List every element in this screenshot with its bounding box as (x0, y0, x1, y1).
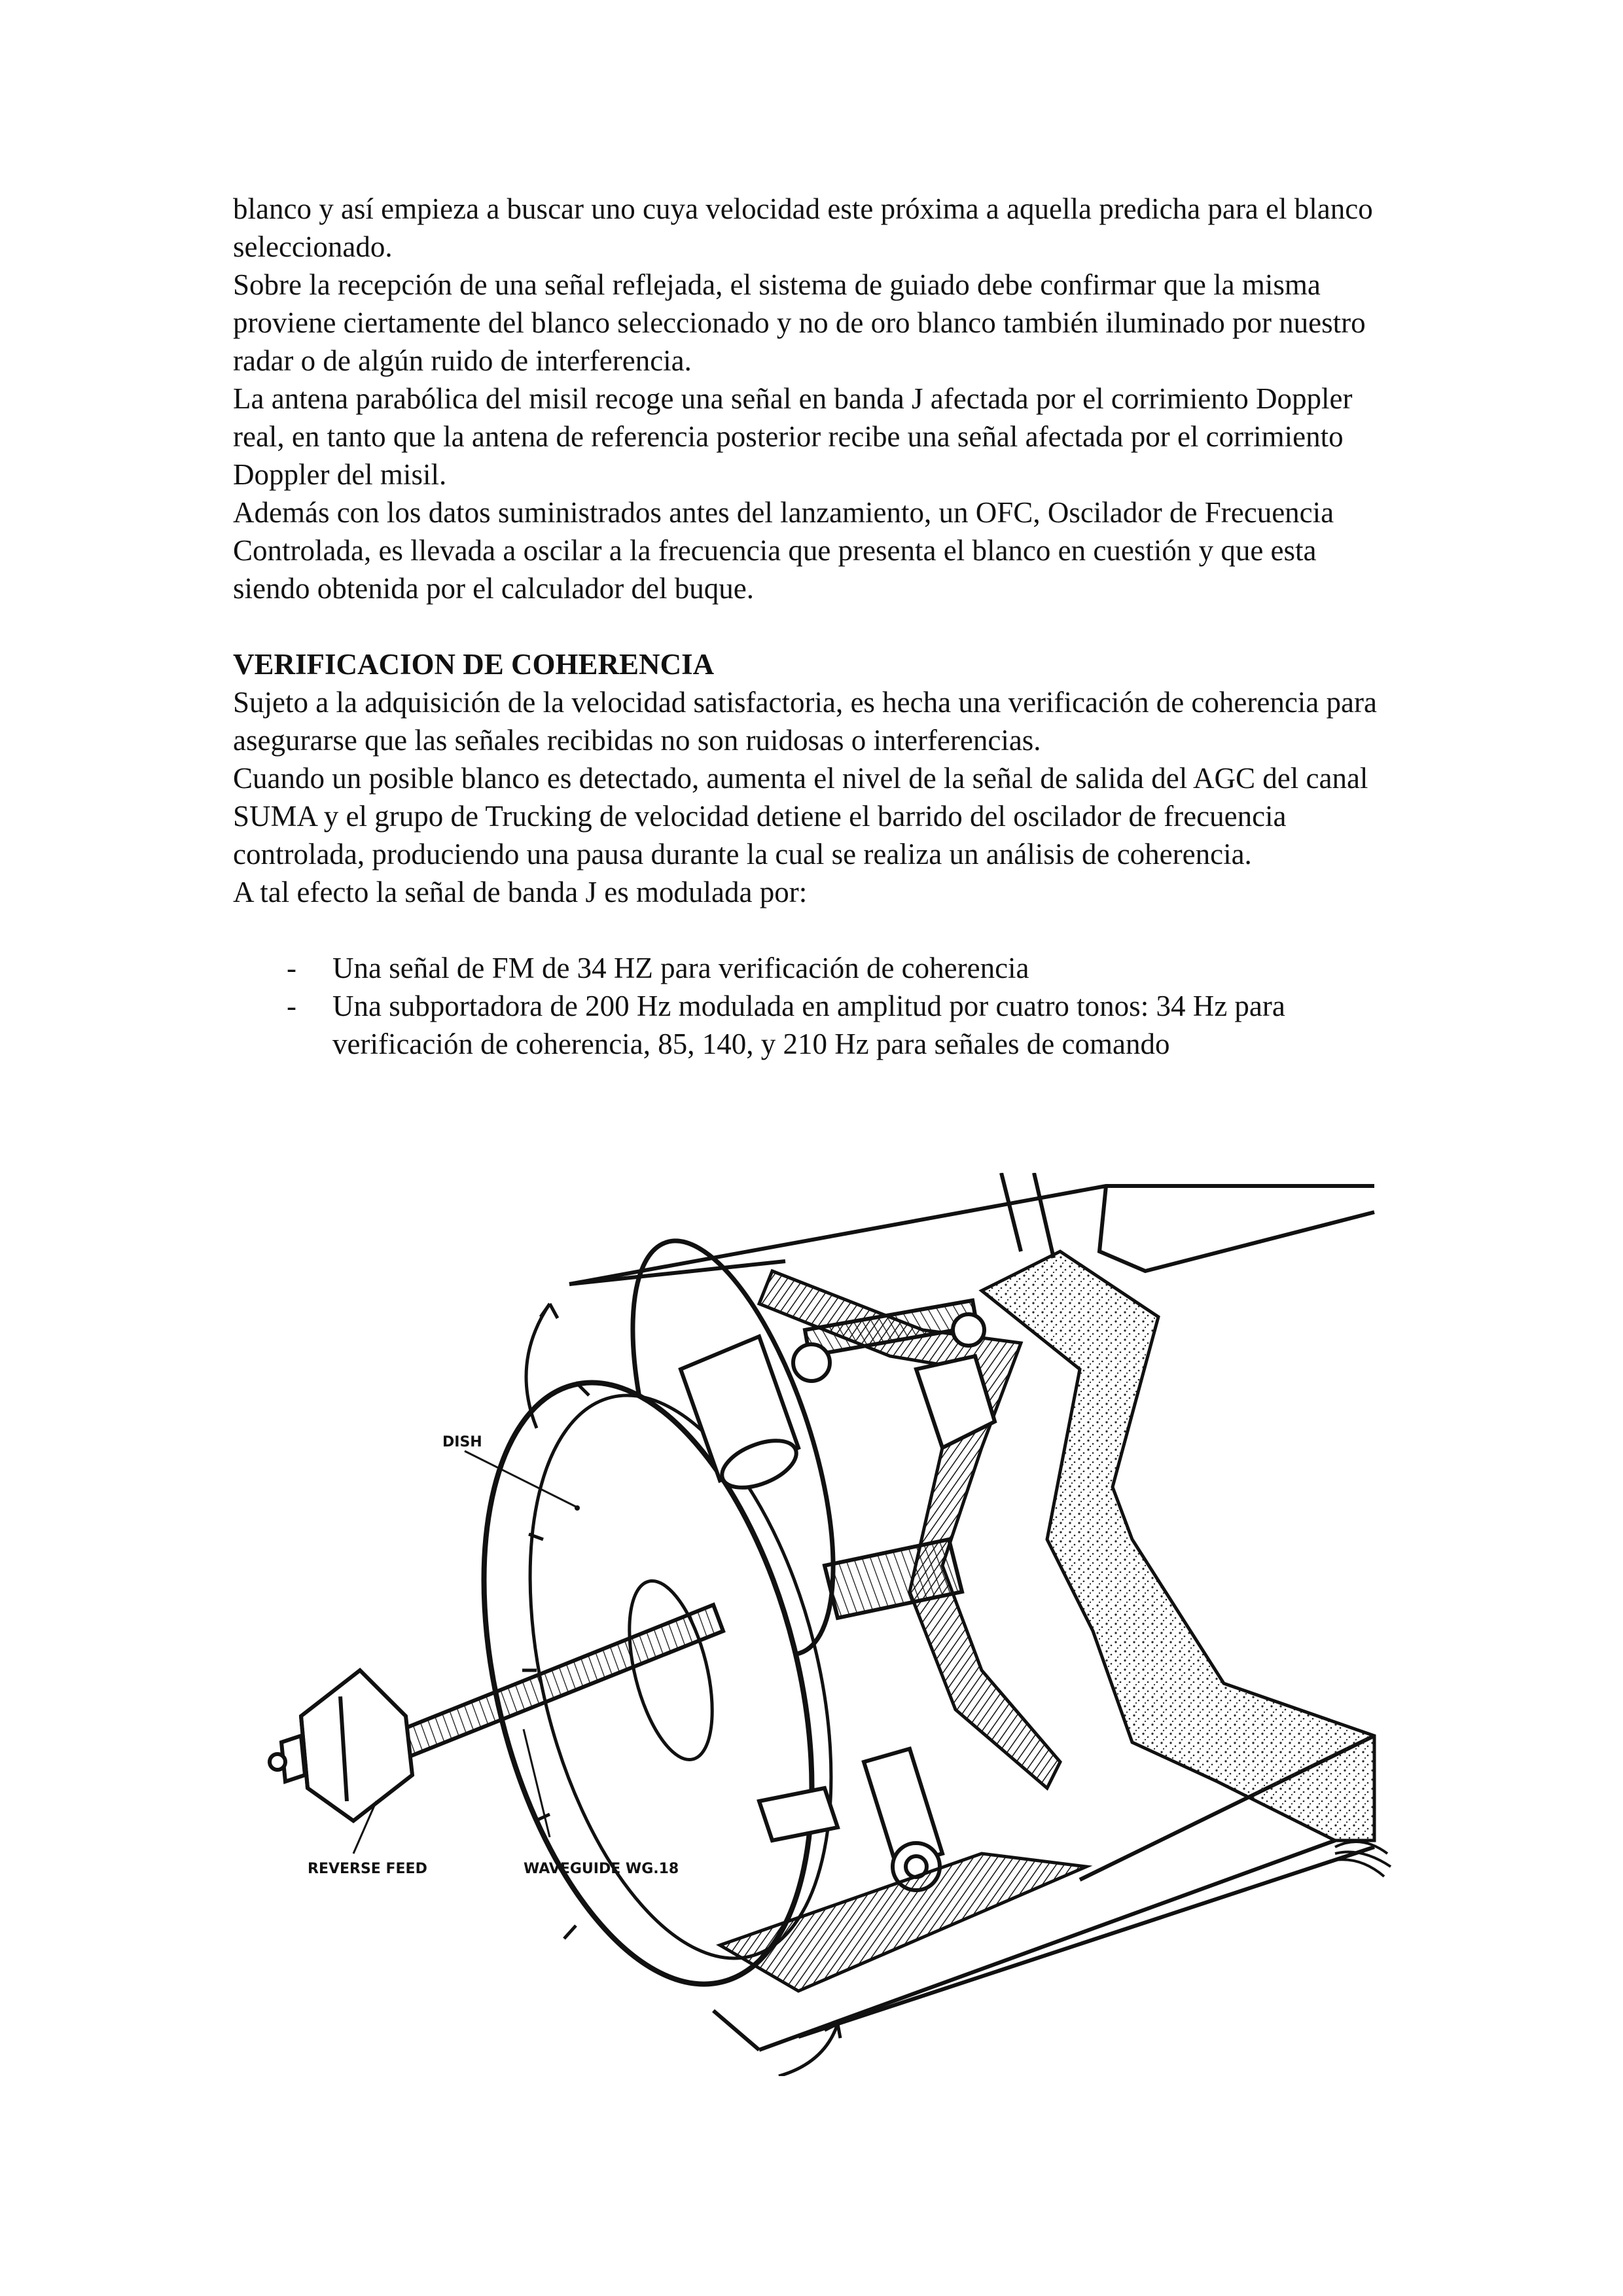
dish-label: DISH (442, 1434, 482, 1450)
list-item (233, 949, 1398, 987)
list-item (233, 987, 1398, 1063)
list-dash: - (287, 952, 296, 984)
paragraph: Además con los datos suministrados antes del lanzamiento, un OFC, Oscilador de Frecuencia Controlada, es llevada a oscilar a la frecuencia que presenta el blanco en cuestión y que esta siendo obtenida por el calculador del buque. (233, 496, 1334, 605)
reverse-feed-horn (270, 1670, 412, 1821)
missile-seeker-figure (262, 1173, 1400, 2076)
dish-leader-dot (575, 1505, 580, 1511)
section-heading: VERIFICACION DE COHERENCIA (233, 648, 715, 681)
paragraph: Cuando un posible blanco es detectado, aumenta el nivel de la señal de salida del AGC del canal SUMA y el grupo de Trucking de velocidad detiene el barrido del oscilador de frecuencia controlada, produciendo una pausa durante la cual se realiza un análisis de coherencia. (233, 762, 1368, 870)
paragraph: Sobre la recepción de una señal reflejada, el sistema de guiado debe confirmar que la misma proviene ciertamente del blanco seleccionado y no de oro blanco también iluminado por nuestro radar o de algún ruido de interferencia. (233, 268, 1366, 377)
paragraph: blanco y así empieza a buscar uno cuya velocidad este próxima a aquella predicha para el blanco seleccionado. (233, 192, 1373, 263)
list-item-text: Una señal de FM de 34 HZ para verificación de coherencia (332, 952, 1029, 984)
cable-tail (1335, 1842, 1391, 1876)
bullet-list (233, 949, 1398, 1063)
blank-line (233, 911, 1398, 949)
paragraph: A tal efecto la señal de banda J es modulada por: (233, 876, 808, 908)
reverse-feed-label: REVERSE FEED (308, 1861, 427, 1877)
waveguide-label: WAVEGUIDE WG.18 (524, 1861, 679, 1877)
paragraph: La antena parabólica del misil recoge una señal en banda J afectada por el corrimiento Doppler real, en tanto que la antena de referencia posterior recibe una señal afectada por el corrimiento Doppler del misil. (233, 382, 1353, 491)
list-item-text: Una subportadora de 200 Hz modulada en amplitud por cuatro tonos: 34 Hz para verificación de coherencia, 85, 140, y 210 Hz para señales de comando (332, 990, 1285, 1060)
paragraph: Sujeto a la adquisición de la velocidad satisfactoria, es hecha una verificación de coherencia para asegurarse que las señales recibidas no son ruidosas o interferencias. (233, 686, 1377, 757)
document-body (233, 190, 1398, 1063)
list-dash: - (287, 990, 296, 1022)
seeker-illustration (262, 1173, 1400, 2076)
missile-body-upper (569, 1173, 1374, 1284)
